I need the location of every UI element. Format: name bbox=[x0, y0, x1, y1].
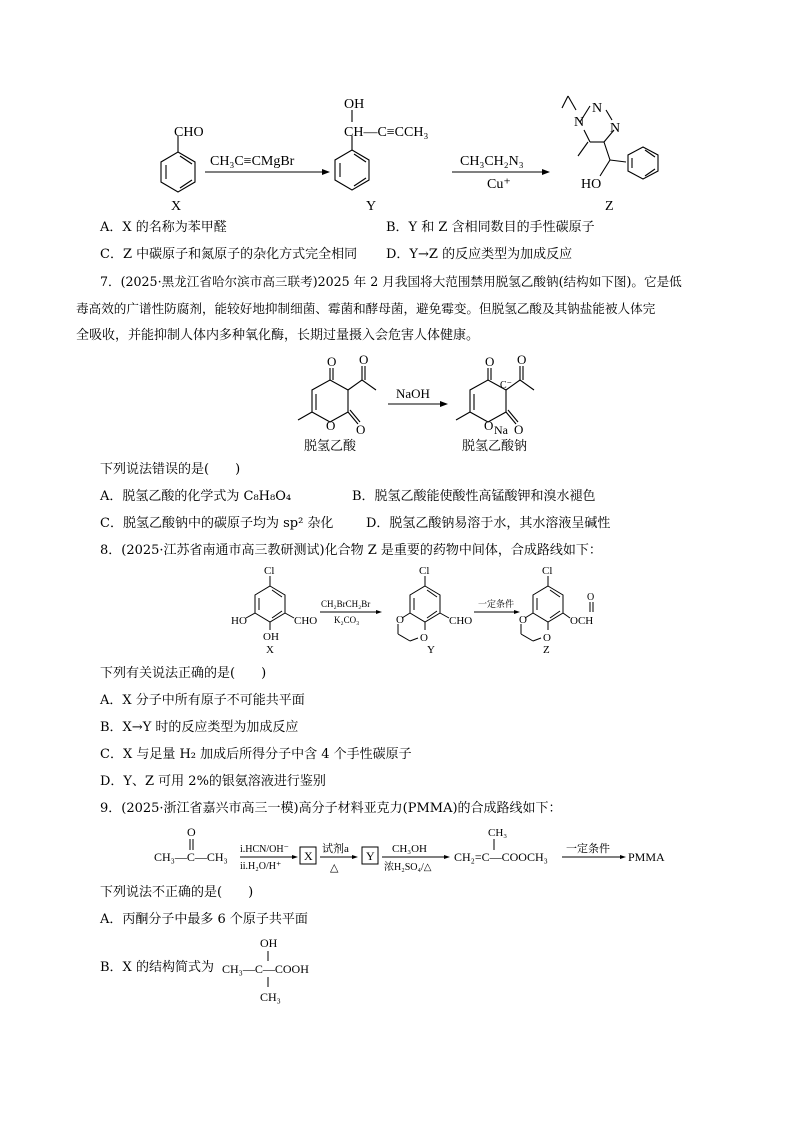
y-label: Y bbox=[427, 644, 435, 656]
q7-option-b: B．脱氢乙酸能使酸性高锰酸钾和溴水褪色 bbox=[352, 489, 596, 504]
x-cho: CHO bbox=[294, 615, 318, 627]
product-pmma: PMMA bbox=[628, 850, 665, 864]
z-cl: Cl bbox=[542, 565, 553, 577]
z-n3: N bbox=[610, 121, 621, 136]
q9-option-b-prefix: B．X 的结构简式为 bbox=[100, 960, 214, 975]
q8-option-c: C．X 与足量 H₂ 加成后所得分子中含 4 个手性碳原子 bbox=[100, 747, 412, 762]
reagent-a: 试剂a bbox=[322, 843, 349, 855]
reagent-k2co3: K₂CO₃ bbox=[334, 615, 360, 625]
x-label: X bbox=[171, 199, 182, 214]
y-o1: O bbox=[396, 614, 404, 626]
y-oh: OH bbox=[344, 97, 365, 112]
z-label: Z bbox=[543, 644, 550, 656]
reagent-azide: CH₃CH₂N₃ bbox=[460, 154, 524, 169]
reagent-methanol: CH₃OH bbox=[392, 843, 428, 855]
benzaldehyde-structure bbox=[161, 136, 195, 192]
polymerization-condition: 一定条件 bbox=[566, 843, 610, 855]
box-x-label: X bbox=[304, 849, 313, 863]
y-chain: CH—C≡CCH₃ bbox=[344, 125, 429, 140]
reagent-hydrolysis: ii.H₂O/H⁺ bbox=[240, 861, 282, 872]
y-o2: O bbox=[420, 632, 428, 644]
q7-option-c: C．脱氢乙酸钠中的碳原子均为 sp² 杂化 bbox=[100, 516, 334, 531]
z-o1: O bbox=[519, 614, 527, 626]
b-main: CH₃—C—COOH bbox=[222, 962, 309, 976]
dha-label: 脱氢乙酸 bbox=[304, 438, 357, 453]
x-ho: HO bbox=[231, 615, 247, 627]
z-formate-structure bbox=[521, 576, 593, 641]
z-label: Z bbox=[605, 199, 614, 214]
q8-option-d: D．Y、Z 可用 2%的银氨溶液进行鉴别 bbox=[100, 774, 326, 789]
q8-stem: 8．(2025·江苏省南通市高三教研测试)化合物 Z 是重要的药物中间体，合成路线如下： bbox=[100, 543, 602, 558]
q8-question: 下列有关说法正确的是( ) bbox=[100, 666, 267, 681]
x-label: X bbox=[266, 644, 274, 656]
box-y-label: Y bbox=[366, 849, 375, 863]
q7-reaction-scheme bbox=[0, 350, 794, 455]
dha-o2: O bbox=[359, 352, 369, 367]
salt-o4: O bbox=[484, 418, 494, 433]
reagent-dibromoethane: CH₂BrCH₂Br bbox=[321, 599, 371, 609]
q6-option-c: C．Z 中碳原子和氮原子的杂化方式完全相同 bbox=[100, 247, 358, 262]
x-substituent: CHO bbox=[174, 125, 204, 140]
q9-question: 下列说法不正确的是( ) bbox=[100, 885, 254, 900]
salt-o2: O bbox=[517, 352, 527, 367]
reagent-grignard: CH₃C≡CMgBr bbox=[210, 154, 295, 169]
q8-reaction-scheme bbox=[0, 562, 794, 662]
z-formate: OCH bbox=[570, 615, 594, 627]
z-n2: N bbox=[592, 101, 603, 116]
reagent-hcn: i.HCN/OH⁻ bbox=[240, 844, 289, 855]
sodium-dehydroacetate-structure bbox=[456, 366, 534, 424]
q7-stem-line1: 7．(2025·黑龙江省哈尔滨市高三联考)2025 年 2 月我国将大范围禁用脱氢乙酸钠(结构如下图)。它是低 bbox=[100, 274, 682, 289]
q9-reaction-scheme bbox=[0, 822, 794, 882]
dha-o3: O bbox=[356, 422, 366, 437]
naoh-reagent: NaOH bbox=[396, 386, 430, 401]
q7-option-a: A．脱氢乙酸的化学式为 C₈H₈O₄ bbox=[100, 489, 292, 504]
acetone-formula: CH₃—C—CH₃ bbox=[154, 850, 228, 864]
q6-option-d: D．Y→Z 的反应类型为加成反应 bbox=[386, 247, 573, 262]
reagent-sulfuric: 浓H₂SO₄/△ bbox=[384, 862, 432, 873]
z-ho: HO bbox=[581, 177, 602, 192]
x-cl: Cl bbox=[264, 565, 275, 577]
b-ch3: CH₃ bbox=[260, 990, 281, 1004]
acetone-o: O bbox=[187, 825, 196, 839]
salt-o3: O bbox=[514, 422, 524, 437]
q7-option-d: D．脱氢乙酸钠易溶于水，其水溶液呈碱性 bbox=[366, 516, 611, 531]
mma-ch3: CH₃ bbox=[488, 827, 508, 839]
salt-label: 脱氢乙酸钠 bbox=[462, 438, 528, 453]
y-structure bbox=[335, 110, 369, 190]
z-carbonyl-o: O bbox=[587, 592, 595, 603]
y-cl: Cl bbox=[419, 565, 430, 577]
reagent-copper: Cu⁺ bbox=[487, 177, 511, 192]
q6-reaction-scheme bbox=[0, 90, 794, 215]
salt-na: Na bbox=[494, 423, 508, 437]
y-cho: CHO bbox=[449, 615, 473, 627]
q8-option-b: B．X→Y 时的反应类型为加成反应 bbox=[100, 720, 299, 735]
z-o2: O bbox=[543, 632, 551, 644]
reagent-a-heat: △ bbox=[330, 862, 339, 874]
q7-stem-line2: 毒高效的广谱性防腐剂，能较好地抑制细菌、霉菌和酵母菌，避免霉变。但脱氢乙酸及其钠盐能被人体完 bbox=[76, 301, 656, 316]
mma-formula: CH₂=C—COOCH₃ bbox=[454, 850, 548, 864]
y-label: Y bbox=[366, 199, 377, 214]
b-oh: OH bbox=[260, 936, 278, 950]
q9-option-a: A．丙酮分子中最多 6 个原子共平面 bbox=[100, 912, 308, 927]
q6-option-b: B．Y 和 Z 含相同数目的手性碳原子 bbox=[386, 220, 595, 235]
q6-option-a: A．X 的名称为苯甲醛 bbox=[100, 220, 227, 235]
salt-o1: O bbox=[485, 354, 495, 369]
dha-o1: O bbox=[327, 354, 337, 369]
q7-stem-line3: 全吸收，并能抑制人体内多种氧化酶，长期过量摄入会危害人体健康。 bbox=[76, 328, 480, 343]
q9-option-b-structure bbox=[218, 935, 358, 1005]
q7-question: 下列说法错误的是( ) bbox=[100, 462, 241, 477]
dha-o4: O bbox=[326, 418, 336, 433]
z-structure bbox=[562, 96, 658, 179]
q9-stem: 9．(2025·浙江省嘉兴市高三一模)高分子材料亚克力(PMMA)的合成路线如下： bbox=[100, 801, 562, 816]
x-oh: OH bbox=[263, 631, 279, 643]
x-phenol-structure bbox=[246, 576, 294, 630]
q8-option-a: A．X 分子中所有原子不可能共平面 bbox=[100, 693, 305, 708]
condition-yz: 一定条件 bbox=[478, 599, 515, 609]
z-n1: N bbox=[574, 115, 585, 130]
dehydroacetic-acid-structure bbox=[298, 366, 376, 424]
salt-carbanion: C⁻ bbox=[500, 380, 512, 391]
